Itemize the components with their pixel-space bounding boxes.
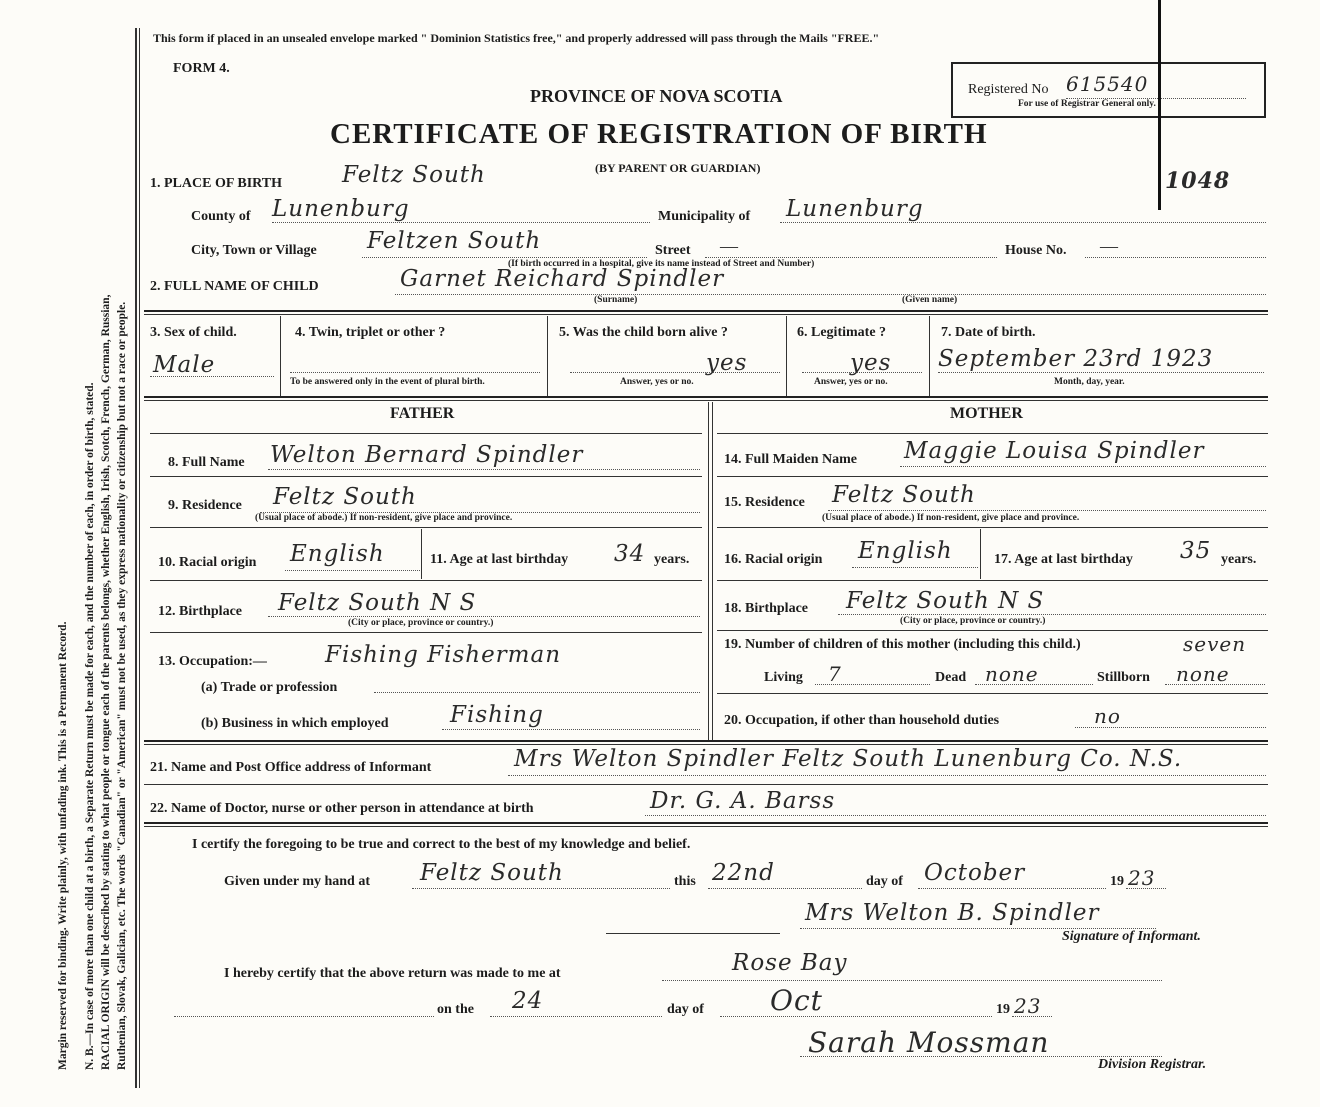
father-business-value: Fishing	[450, 702, 544, 728]
house-line	[1085, 257, 1266, 258]
divider-parents-top-2	[144, 400, 1268, 401]
mother-name-value: Maggie Louisa Spindler	[904, 438, 1205, 464]
alive-value: yes	[706, 350, 748, 376]
twin-line	[290, 372, 540, 373]
mother-rule-4	[717, 580, 1268, 581]
sex-value: Male	[153, 352, 216, 378]
registrar-dayof-label: day of	[667, 1002, 704, 1017]
father-trade-label: (a) Trade or profession	[201, 680, 338, 695]
alive-note: Answer, yes or no.	[620, 377, 694, 387]
county-value: Lunenburg	[272, 196, 410, 222]
mother-birthplace-label: 18. Birthplace	[724, 601, 808, 616]
father-rule-3	[150, 527, 702, 528]
father-occupation-value: Fishing Fisherman	[325, 642, 562, 668]
father-birthplace-label: 12. Birthplace	[158, 604, 242, 619]
mother-rule-3	[717, 527, 1268, 528]
legitimate-note: Answer, yes or no.	[814, 377, 888, 387]
given-label: Given under my hand at	[224, 874, 370, 889]
box-divider-3	[786, 316, 787, 396]
mother-racial-value: English	[858, 538, 953, 564]
given-year-line	[1126, 888, 1166, 889]
mother-rule-5	[717, 630, 1268, 631]
father-rule-5	[150, 632, 702, 633]
doctor-line	[645, 815, 1266, 816]
margin-note-binding: Margin reserved for binding. Write plainly, with unfading ink. This is a Permanent Record.	[57, 621, 69, 1070]
street-label: Street	[655, 243, 691, 258]
box-divider-4	[929, 316, 930, 396]
mother-age-label: 17. Age at last birthday	[994, 552, 1133, 567]
margin-note-racial-2: Ruthenian, Slovak, Galician, etc. The words "Canadian" or "American" must not be used, as they express nationality or citizenship but not a race or people.	[116, 301, 128, 1070]
registrar-day: 24	[512, 988, 544, 1014]
living-value: 7	[828, 662, 842, 686]
child-name-line	[395, 294, 1266, 295]
father-trade-line	[374, 692, 700, 693]
divider-informant-top	[144, 740, 1268, 742]
registrar-year: 23	[1014, 994, 1042, 1018]
informant-signature-stub	[606, 933, 780, 934]
alive-label: 5. Was the child born alive ?	[559, 325, 728, 340]
mail-notice: This form if placed in an unsealed envelope marked " Dominion Statistics free," and properly addressed will pass through the Mails "FREE."	[153, 31, 880, 45]
form-number: FORM 4.	[173, 61, 230, 76]
mother-age-value: 35	[1180, 538, 1212, 564]
given-dayof-label: day of	[866, 874, 903, 889]
father-name-label: 8. Full Name	[168, 455, 245, 470]
divider-doctor-top	[144, 784, 1268, 785]
father-racial-line	[285, 570, 420, 571]
county-line	[272, 222, 650, 223]
municipality-label: Municipality of	[658, 209, 751, 224]
informant-value: Mrs Welton Spindler Feltz South Lunenburg Co. N.S.	[514, 746, 1183, 772]
mother-birthplace-line	[838, 614, 1266, 615]
divider-informant-top-2	[144, 744, 1268, 745]
mother-children-label: 19. Number of children of this mother (including this child.)	[724, 637, 1081, 652]
living-label: Living	[764, 670, 803, 685]
mother-rule-2	[717, 476, 1268, 477]
legitimate-value: yes	[850, 350, 892, 376]
divider-row3-top-2	[144, 314, 1268, 315]
informant-signature-label: Signature of Informant.	[1062, 929, 1201, 944]
given-this-label: this	[674, 874, 696, 889]
certificate-title: CERTIFICATE OF REGISTRATION OF BIRTH	[330, 118, 988, 150]
mother-rule-6	[717, 693, 1268, 694]
father-rule-4	[150, 580, 702, 581]
mother-racial-divider	[980, 529, 981, 579]
parents-divider	[708, 402, 709, 740]
stillborn-label: Stillborn	[1097, 670, 1150, 685]
father-business-label: (b) Business in which employed	[201, 716, 389, 731]
city-line	[362, 257, 647, 258]
given-name-note: (Given name)	[902, 295, 958, 305]
house-value: —	[1100, 236, 1118, 256]
given-day: 22nd	[712, 860, 775, 886]
given-month: October	[924, 860, 1026, 886]
living-line	[815, 684, 930, 685]
father-age-value: 34	[614, 541, 646, 567]
place-label: 1. PLACE OF BIRTH	[150, 176, 283, 191]
registrar-note: For use of Registrar General only.	[1018, 99, 1156, 109]
mother-birthplace-value: Feltz South N S	[846, 588, 1045, 614]
dob-line	[938, 372, 1264, 373]
father-age-unit: years.	[654, 552, 690, 567]
dead-line	[975, 684, 1093, 685]
mother-occupation-line	[1075, 727, 1266, 728]
given-day-line	[708, 888, 862, 889]
certify-text: I certify the foregoing to be true and correct to the best of my knowledge and belief.	[192, 837, 691, 852]
municipality-value: Lunenburg	[786, 196, 924, 222]
municipality-line	[780, 222, 1266, 223]
mother-rule-1	[717, 433, 1268, 434]
sex-label: 3. Sex of child.	[150, 325, 237, 340]
certificate-subtitle: (BY PARENT OR GUARDIAN)	[595, 161, 761, 175]
alive-line	[570, 372, 780, 373]
registrar-year-prefix: 19	[996, 1002, 1010, 1017]
father-residence-value: Feltz South	[273, 484, 417, 510]
mother-name-line	[900, 466, 1266, 467]
divider-row3-top	[144, 310, 1268, 312]
legitimate-line	[802, 372, 922, 373]
box-divider-1	[280, 316, 281, 396]
dob-value: September 23rd 1923	[938, 346, 1214, 372]
mother-residence-value: Feltz South	[832, 482, 976, 508]
street-value: —	[720, 236, 738, 256]
father-birthplace-line	[268, 616, 700, 617]
surname-note: (Surname)	[594, 295, 638, 305]
registrar-month: Oct	[770, 984, 823, 1017]
registrar-text: I hereby certify that the above return was made to me at	[224, 966, 561, 981]
parents-divider-2	[712, 402, 713, 740]
mother-residence-line	[828, 510, 1266, 511]
box-divider-2	[547, 316, 548, 396]
given-month-line	[918, 888, 1106, 889]
registrar-place: Rose Bay	[732, 950, 848, 976]
registrar-month-line	[720, 1016, 992, 1017]
city-value: Feltzen South	[367, 228, 542, 254]
mother-heading: MOTHER	[950, 405, 1023, 422]
dead-label: Dead	[935, 670, 967, 685]
binding-line	[135, 28, 137, 1088]
registrar-signature-label: Division Registrar.	[1098, 1057, 1207, 1072]
mother-occupation-label: 20. Occupation, if other than household duties	[724, 713, 1000, 728]
father-business-line	[442, 729, 700, 730]
sex-line	[150, 376, 274, 377]
father-racial-value: English	[290, 541, 385, 567]
street-line	[705, 257, 997, 258]
city-label: City, Town or Village	[191, 243, 317, 258]
father-occupation-label: 13. Occupation:—	[158, 654, 267, 669]
father-birthplace-note: (City or place, province or country.)	[348, 618, 494, 628]
registrar-signature: Sarah Mossman	[808, 1026, 1050, 1059]
stillborn-value: none	[1176, 662, 1230, 686]
informant-line	[508, 775, 1266, 776]
given-year: 23	[1128, 866, 1156, 890]
doctor-label: 22. Name of Doctor, nurse or other person in attendance at birth	[150, 801, 534, 816]
mother-age-unit: years.	[1221, 552, 1257, 567]
mother-residence-note: (Usual place of abode.) If non-resident, give place and province.	[822, 513, 1080, 523]
divider-parents-top	[144, 396, 1268, 398]
registrar-pre-line	[174, 1016, 434, 1017]
given-place-line	[412, 888, 670, 889]
father-residence-label: 9. Residence	[168, 498, 242, 513]
father-racial-divider	[421, 529, 422, 579]
child-name-value: Garnet Reichard Spindler	[400, 266, 725, 292]
mother-residence-label: 15. Residence	[724, 495, 805, 510]
doctor-value: Dr. G. A. Barss	[650, 788, 836, 814]
margin-note-nb: N. B.—In case of more than one child at a birth, a Separate Return must be made for each, and the number of each, in order of birth, stated.	[84, 382, 96, 1070]
ink-stroke	[1158, 0, 1161, 210]
divider-certify-top	[144, 822, 1268, 824]
father-residence-note: (Usual place of abode.) If non-resident, give place and province.	[255, 513, 513, 523]
margin-notes	[0, 0, 138, 1107]
given-place: Feltz South	[420, 860, 564, 886]
registrar-day-line	[490, 1016, 662, 1017]
divider-certify-top-2	[144, 826, 1268, 827]
dob-note: Month, day, year.	[1054, 377, 1125, 387]
house-label: House No.	[1005, 243, 1067, 258]
county-label: County of	[191, 209, 251, 224]
father-name-line	[268, 469, 700, 470]
father-rule-1	[150, 433, 702, 434]
registered-label: Registered No	[968, 82, 1049, 97]
father-age-label: 11. Age at last birthday	[430, 552, 569, 567]
legitimate-label: 6. Legitimate ?	[797, 325, 887, 340]
dead-value: none	[985, 662, 1039, 686]
informant-label: 21. Name and Post Office address of Informant	[150, 760, 432, 775]
registrar-year-line	[1012, 1016, 1052, 1017]
margin-note-racial-1: RACIAL ORIGIN will be described by stating to what people or tongue each of the parents belongs, whether English, Irish, Scotch, French, German, Russian,	[100, 294, 112, 1070]
father-birthplace-value: Feltz South N S	[278, 590, 477, 616]
mother-racial-label: 16. Racial origin	[724, 552, 823, 567]
registrar-place-line	[662, 980, 1162, 981]
mother-children-value: seven	[1183, 632, 1247, 656]
stillborn-line	[1165, 684, 1265, 685]
mother-birthplace-note: (City or place, province or country.)	[900, 616, 1046, 626]
father-heading: FATHER	[390, 405, 455, 422]
father-racial-label: 10. Racial origin	[158, 555, 257, 570]
registrar-on-label: on the	[437, 1002, 474, 1017]
father-name-value: Welton Bernard Spindler	[270, 442, 584, 468]
child-name-label: 2. FULL NAME OF CHILD	[150, 279, 319, 294]
father-rule-2	[150, 476, 702, 477]
margin-mark: 1048	[1165, 168, 1231, 194]
binding-line-inner	[139, 28, 140, 1088]
twin-note: To be answered only in the event of plural birth.	[290, 377, 485, 387]
province-title: PROVINCE OF NOVA SCOTIA	[530, 86, 783, 106]
given-year-prefix: 19	[1110, 874, 1124, 889]
registered-number: 615540	[1066, 72, 1149, 96]
hospital-note: (If birth occurred in a hospital, give its name instead of Street and Number)	[508, 259, 815, 269]
mother-racial-line	[852, 567, 978, 568]
twin-label: 4. Twin, triplet or other ?	[295, 325, 446, 340]
dob-label: 7. Date of birth.	[941, 325, 1036, 340]
informant-signature: Mrs Welton B. Spindler	[805, 900, 1100, 926]
mother-name-label: 14. Full Maiden Name	[724, 452, 857, 467]
mother-occupation-value: no	[1094, 704, 1121, 728]
place-value: Feltz South	[342, 162, 486, 188]
